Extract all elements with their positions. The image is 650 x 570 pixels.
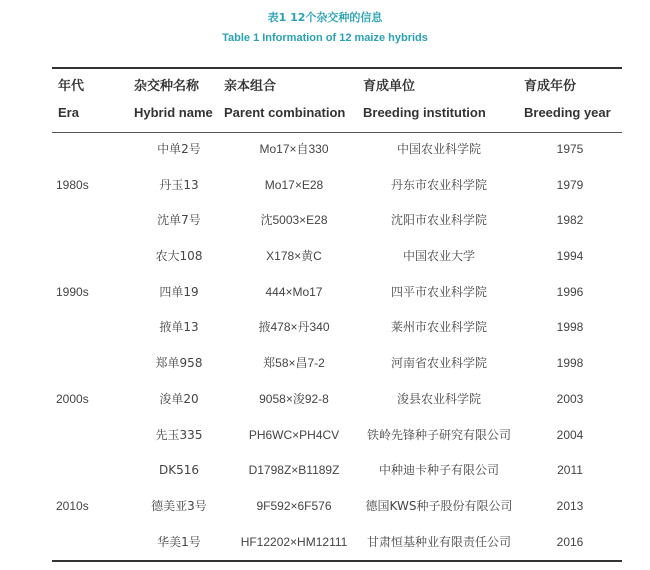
hybrid-name-cell: DK516 bbox=[158, 463, 199, 477]
parent-combination-cell: X178×黄C bbox=[266, 249, 322, 263]
breeding-year-cell: 1998 bbox=[556, 320, 584, 334]
breeding-institution-cell: 中国农业大学 bbox=[402, 249, 475, 263]
header-era-cn: 年代 bbox=[58, 79, 85, 94]
parent-combination-cell: 掖478×丹340 bbox=[258, 320, 330, 334]
hybrid-name-cell: 中单2号 bbox=[157, 142, 201, 156]
breeding-institution-cell: 四平市农业科学院 bbox=[390, 285, 487, 299]
breeding-year-cell: 1979 bbox=[556, 178, 584, 192]
breeding-year-cell: 1982 bbox=[556, 213, 584, 227]
parent-combination-cell: 444×Mo17 bbox=[265, 285, 323, 299]
table-row bbox=[52, 458, 622, 482]
header-breeding-year-cn: 育成年份 bbox=[524, 79, 577, 94]
hybrid-name-cell: 农大108 bbox=[155, 249, 203, 263]
parent-combination-cell: 沈5003×E28 bbox=[260, 213, 328, 227]
header-breeding-institution-en: Breeding institution bbox=[363, 105, 486, 120]
breeding-institution-cell: 丹东市农业科学院 bbox=[390, 178, 487, 192]
breeding-institution-cell: 中国农业科学院 bbox=[396, 142, 481, 156]
breeding-year-cell: 1994 bbox=[556, 249, 584, 263]
table-row bbox=[52, 315, 622, 339]
parent-combination-cell: 9058×浚92-8 bbox=[259, 392, 329, 406]
breeding-institution-cell: 沈阳市农业科学院 bbox=[390, 213, 487, 227]
breeding-institution-cell: 莱州市农业科学院 bbox=[390, 320, 487, 334]
header-era-en: Era bbox=[58, 105, 79, 120]
table-row bbox=[52, 244, 622, 268]
parent-combination-cell: 郑58×昌7-2 bbox=[263, 356, 325, 370]
hybrid-name-cell: 掖单13 bbox=[159, 320, 199, 334]
header-parent-combination-en: Parent combination bbox=[224, 105, 346, 120]
hybrid-name-cell: 四单19 bbox=[159, 285, 199, 299]
header-breeding-institution-cn: 育成单位 bbox=[363, 79, 416, 94]
era-label-2000s: 2000s bbox=[56, 392, 89, 406]
table-bottom-rule bbox=[52, 560, 622, 562]
header-hybrid-name-en: Hybrid name bbox=[134, 105, 213, 120]
breeding-year-cell: 2016 bbox=[556, 535, 584, 549]
parent-combination-cell: HF12202×HM12111 bbox=[240, 535, 348, 549]
header-hybrid-name-cn: 杂交种名称 bbox=[134, 79, 200, 94]
breeding-institution-cell: 浚县农业科学院 bbox=[396, 392, 481, 406]
table-row bbox=[52, 173, 622, 197]
parent-combination-cell: D1798Z×B1189Z bbox=[248, 463, 340, 477]
table-top-rule bbox=[52, 67, 622, 69]
breeding-institution-cell: 甘肃恒基种业有限责任公司 bbox=[366, 535, 511, 549]
breeding-institution-cell: 德国KWS种子股份有限公司 bbox=[365, 499, 513, 513]
era-label-2010s: 2010s bbox=[56, 499, 89, 513]
hybrid-name-cell: 浚单20 bbox=[159, 392, 199, 406]
parent-combination-cell: 9F592×6F576 bbox=[256, 499, 332, 513]
table-row bbox=[52, 423, 622, 447]
header-era bbox=[58, 74, 84, 126]
breeding-institution-cell: 铁岭先锋种子研究有限公司 bbox=[366, 428, 511, 442]
table-row bbox=[52, 387, 622, 411]
breeding-institution-cell: 河南省农业科学院 bbox=[390, 356, 487, 370]
hybrid-name-cell: 郑单958 bbox=[155, 356, 203, 370]
table-row bbox=[52, 351, 622, 375]
header-parent-combination-cn: 亲本组合 bbox=[224, 79, 277, 94]
hybrid-name-cell: 德美亚3号 bbox=[151, 499, 207, 513]
table-caption-en: Table 1 Information of 12 maize hybrids bbox=[222, 32, 428, 44]
table-header-rule bbox=[52, 132, 622, 133]
table-row bbox=[52, 208, 622, 232]
table-row bbox=[52, 280, 622, 304]
hybrid-name-cell: 沈单7号 bbox=[157, 213, 201, 227]
era-label-1990s: 1990s bbox=[56, 285, 89, 299]
parent-combination-cell: Mo17×自330 bbox=[259, 142, 329, 156]
parent-combination-cell: PH6WC×PH4CV bbox=[248, 428, 340, 442]
header-hybrid-name bbox=[134, 74, 213, 126]
breeding-year-cell: 1998 bbox=[556, 356, 584, 370]
table-row bbox=[52, 530, 622, 554]
hybrid-name-cell: 先玉335 bbox=[155, 428, 203, 442]
header-breeding-institution bbox=[363, 74, 486, 126]
era-label-1980s: 1980s bbox=[56, 178, 89, 192]
header-breeding-year bbox=[524, 74, 611, 126]
table-caption-cn: 表1 12个杂交种的信息 bbox=[267, 11, 383, 24]
breeding-year-cell: 2003 bbox=[556, 392, 584, 406]
hybrid-name-cell: 华美1号 bbox=[157, 535, 201, 549]
breeding-year-cell: 1975 bbox=[556, 142, 584, 156]
breeding-year-cell: 2013 bbox=[556, 499, 584, 513]
table-row bbox=[52, 137, 622, 161]
table-row bbox=[52, 494, 622, 518]
header-parent-combination bbox=[224, 74, 345, 126]
parent-combination-cell: Mo17×E28 bbox=[264, 178, 324, 192]
breeding-year-cell: 2011 bbox=[557, 463, 583, 477]
breeding-institution-cell: 中种迪卡种子有限公司 bbox=[378, 463, 499, 477]
header-breeding-year-en: Breeding year bbox=[524, 105, 611, 120]
hybrid-name-cell: 丹玉13 bbox=[159, 178, 199, 192]
breeding-year-cell: 1996 bbox=[556, 285, 584, 299]
breeding-year-cell: 2004 bbox=[556, 428, 584, 442]
